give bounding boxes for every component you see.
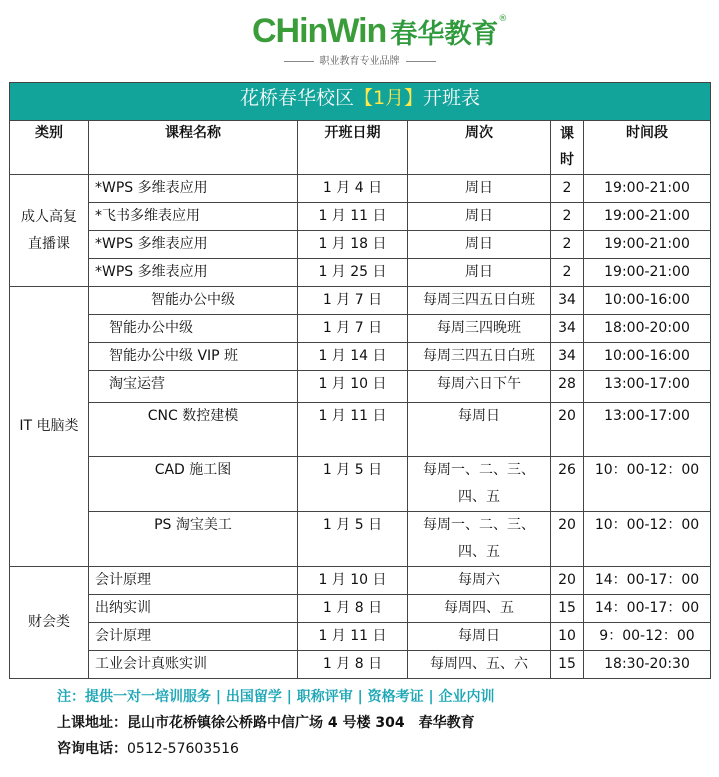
start-date: 1 月 5 日 (298, 457, 408, 512)
logo-chinese: 春华教育 (390, 18, 499, 50)
time-slot: 18:00-20:00 (584, 315, 711, 343)
week-days: 周日 (408, 175, 551, 203)
week-days: 每周一、二、三、四、五 (408, 457, 551, 512)
time-slot: 10：00-12：00 (584, 457, 711, 512)
header-date: 开班日期 (298, 121, 408, 175)
time-slot: 13:00-17:00 (584, 371, 711, 403)
phone-number: 0512-57603516 (127, 741, 239, 757)
week-days: 每周四、五、六 (408, 651, 551, 679)
start-date: 1 月 8 日 (298, 595, 408, 623)
schedule-table (9, 82, 711, 679)
start-date: 1 月 11 日 (298, 623, 408, 651)
table-title-row (10, 83, 711, 121)
course-name: 智能办公中级 VIP 班 (89, 343, 298, 371)
class-hours: 34 (551, 343, 584, 371)
class-hours: 10 (551, 623, 584, 651)
class-hours: 26 (551, 457, 584, 512)
week-days: 周日 (408, 203, 551, 231)
class-hours: 15 (551, 595, 584, 623)
category-cell: IT 电脑类 (10, 287, 89, 567)
table-row (10, 175, 711, 203)
course-name: *WPS 多维表应用 (89, 259, 298, 287)
tagline (0, 52, 719, 67)
course-name: 工业会计真账实训 (89, 651, 298, 679)
phone-label: 咨询电话： (57, 741, 127, 757)
brand-logo (252, 10, 507, 52)
start-date: 1 月 25 日 (298, 259, 408, 287)
week-days: 每周四、五 (408, 595, 551, 623)
week-days: 周日 (408, 231, 551, 259)
table-row (10, 512, 711, 567)
time-slot: 9：00-12：00 (584, 623, 711, 651)
week-days: 每周六 (408, 567, 551, 595)
course-name: 智能办公中级 (89, 287, 298, 315)
header-week: 周次 (408, 121, 551, 175)
start-date: 1 月 11 日 (298, 203, 408, 231)
course-name: 出纳实训 (89, 595, 298, 623)
class-hours: 34 (551, 315, 584, 343)
class-hours: 28 (551, 371, 584, 403)
table-title (10, 83, 711, 121)
table-row (10, 651, 711, 679)
start-date: 1 月 7 日 (298, 287, 408, 315)
table-row (10, 371, 711, 403)
class-hours: 2 (551, 259, 584, 287)
time-slot: 19:00-21:00 (584, 259, 711, 287)
category-cell: 成人高复直播课 (10, 175, 89, 287)
tagline-text: 职业教育专业品牌 (319, 56, 400, 67)
title-month: 【1月】 (353, 87, 424, 109)
week-days: 每周三四五日白班 (408, 287, 551, 315)
table-row (10, 287, 711, 315)
week-days: 每周日 (408, 403, 551, 457)
table-row (10, 567, 711, 595)
class-hours: 20 (551, 403, 584, 457)
time-slot: 18:30-20:30 (584, 651, 711, 679)
start-date: 1 月 8 日 (298, 651, 408, 679)
class-address: 上课地址：昆山市花桥镇徐公桥路中信广场 4 号楼 304 春华教育 (57, 715, 475, 731)
start-date: 1 月 18 日 (298, 231, 408, 259)
course-name: *WPS 多维表应用 (89, 175, 298, 203)
header-hours: 课时 (551, 121, 584, 175)
start-date: 1 月 4 日 (298, 175, 408, 203)
divider (406, 61, 436, 62)
time-slot: 10:00-16:00 (584, 343, 711, 371)
header-time: 时间段 (584, 121, 711, 175)
start-date: 1 月 14 日 (298, 343, 408, 371)
week-days: 每周三四晚班 (408, 315, 551, 343)
registered-mark: ® (498, 14, 508, 24)
title-suffix: 开班表 (423, 87, 481, 109)
contact-phone (57, 738, 239, 758)
class-hours: 20 (551, 512, 584, 567)
class-hours: 2 (551, 231, 584, 259)
start-date: 1 月 7 日 (298, 315, 408, 343)
services-note: 注：提供一对一培训服务 | 出国留学 | 职称评审 | 资格考证 | 企业内训 (57, 689, 495, 705)
table-row (10, 623, 711, 651)
table-row (10, 403, 711, 457)
time-slot: 14：00-17：00 (584, 567, 711, 595)
course-name: 会计原理 (89, 623, 298, 651)
class-hours: 15 (551, 651, 584, 679)
table-row (10, 231, 711, 259)
course-name: PS 淘宝美工 (89, 512, 298, 567)
class-hours: 2 (551, 203, 584, 231)
course-name: CAD 施工图 (89, 457, 298, 512)
time-slot: 19:00-21:00 (584, 175, 711, 203)
class-hours: 2 (551, 175, 584, 203)
week-days: 周日 (408, 259, 551, 287)
course-name: 智能办公中级 (89, 315, 298, 343)
start-date: 1 月 10 日 (298, 567, 408, 595)
table-row (10, 595, 711, 623)
header-category: 类别 (10, 121, 89, 175)
course-name: *WPS 多维表应用 (89, 231, 298, 259)
week-days: 每周三四五日白班 (408, 343, 551, 371)
time-slot: 14：00-17：00 (584, 595, 711, 623)
table-row (10, 315, 711, 343)
time-slot: 13:00-17:00 (584, 403, 711, 457)
time-slot: 19:00-21:00 (584, 231, 711, 259)
course-name: 会计原理 (89, 567, 298, 595)
time-slot: 10：00-12：00 (584, 512, 711, 567)
course-name: CNC 数控建模 (89, 403, 298, 457)
start-date: 1 月 11 日 (298, 403, 408, 457)
header-course: 课程名称 (89, 121, 298, 175)
week-days: 每周日 (408, 623, 551, 651)
divider (284, 61, 314, 62)
table-row (10, 203, 711, 231)
table-row (10, 259, 711, 287)
time-slot: 10:00-16:00 (584, 287, 711, 315)
start-date: 1 月 5 日 (298, 512, 408, 567)
class-hours: 20 (551, 567, 584, 595)
week-days: 每周六日下午 (408, 371, 551, 403)
table-row (10, 343, 711, 371)
logo-english: CHinWin (252, 11, 387, 50)
title-campus: 花桥春华校区 (239, 87, 354, 109)
class-hours: 34 (551, 287, 584, 315)
week-days: 每周一、二、三、四、五 (408, 512, 551, 567)
time-slot: 19:00-21:00 (584, 203, 711, 231)
start-date: 1 月 10 日 (298, 371, 408, 403)
category-cell: 财会类 (10, 567, 89, 679)
table-row (10, 457, 711, 512)
course-name: 淘宝运营 (89, 371, 298, 403)
header-row (10, 121, 711, 175)
course-name: *飞书多维表应用 (89, 203, 298, 231)
